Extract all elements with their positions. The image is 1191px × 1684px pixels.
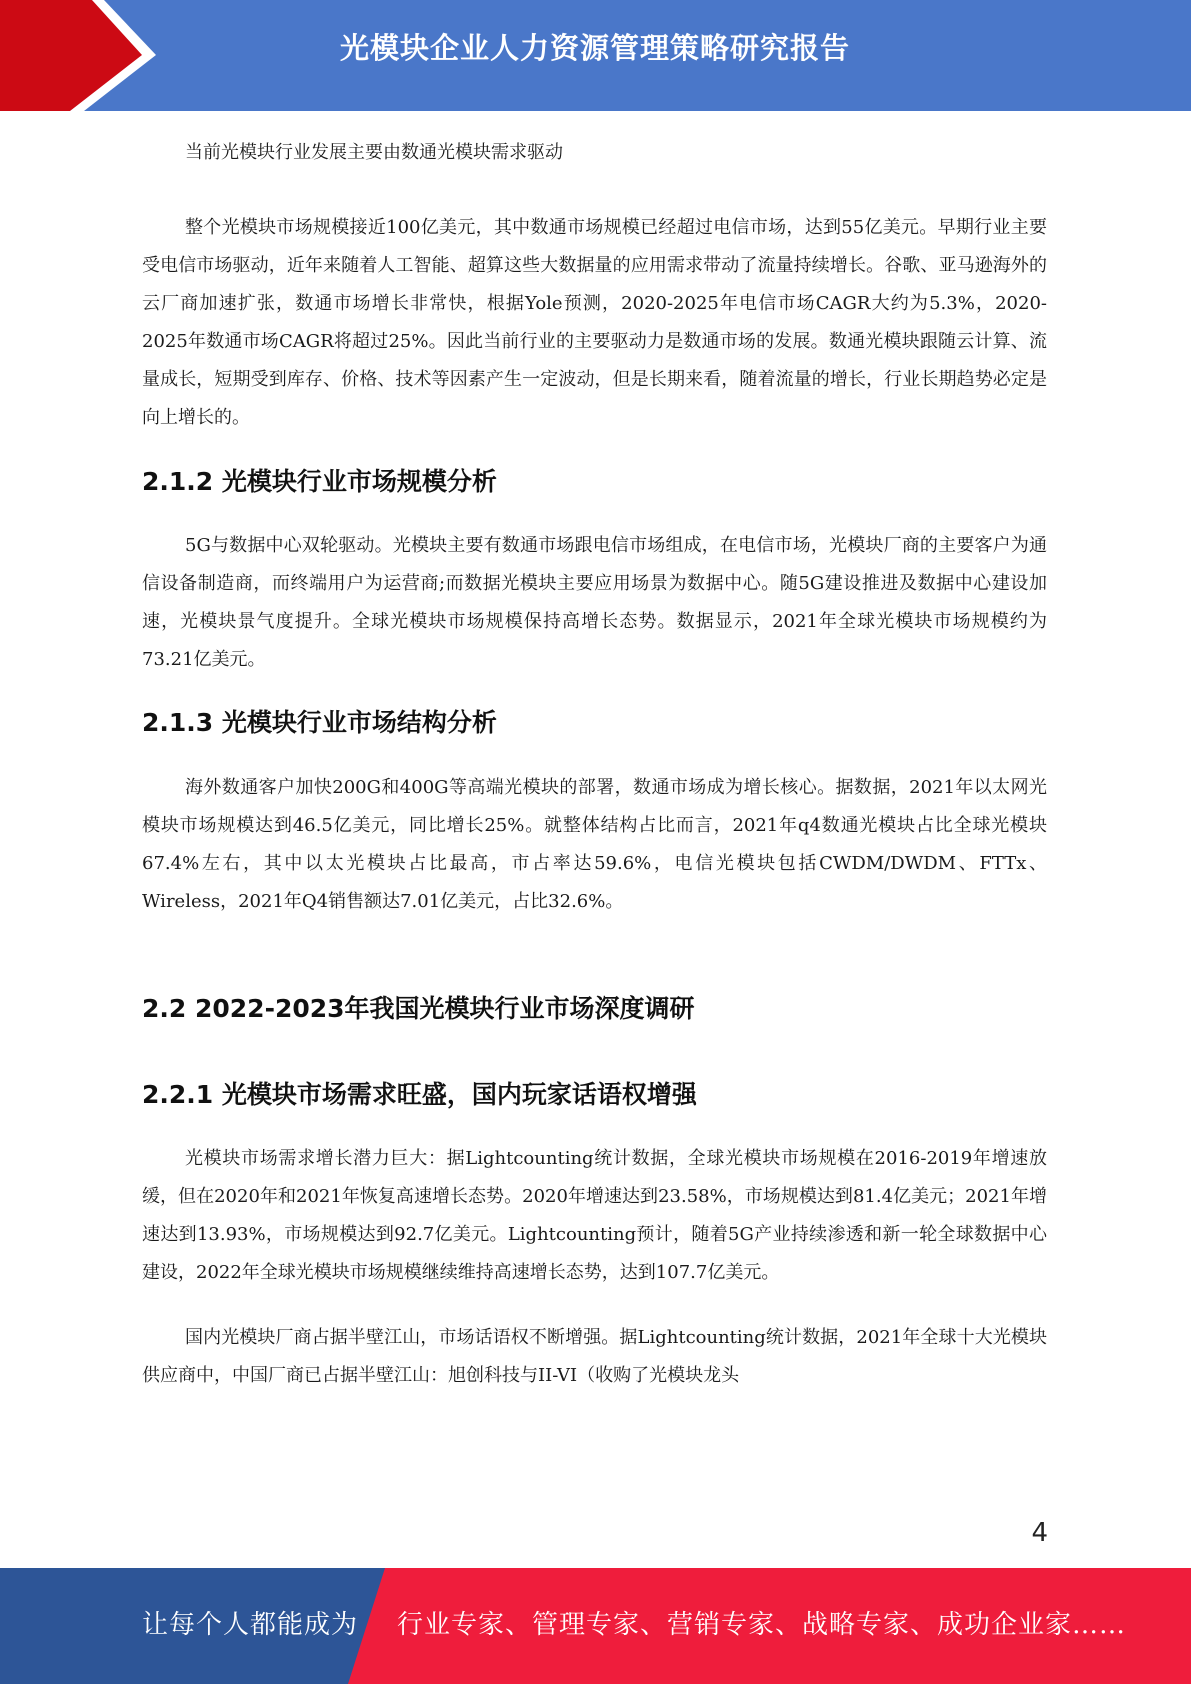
- paragraph-market-structure: 海外数通客户加快200G和400G等高端光模块的部署，数通市场成为增长核心。据数据，2021年以太网光模块市场规模达到46.5亿美元，同比增长25%。就整体结构占比而言，2021年q4数通光模块占比全球光模块67.4%左右，其中以太光模块占比最高，市占率达59.6%，电信光模块包括CWDM/DWDM、FTTx、Wireless，2021年Q4销售额达7.01亿美元，占比32.6%。: [142, 777, 1047, 912]
- section-heading-2-1-3: 2.1.3 光模块行业市场结构分析: [142, 708, 497, 737]
- section-heading-2-2-1: 2.2.1 光模块市场需求旺盛，国内玩家话语权增强: [142, 1080, 697, 1109]
- footer-slogan-right: 行业专家、管理专家、营销专家、战略专家、成功企业家……: [397, 1610, 1127, 1640]
- header-title: 光模块企业人力资源管理策略研究报告: [340, 31, 851, 65]
- footer-slogan-left: 让每个人都能成为: [142, 1610, 359, 1640]
- page-footer: [0, 1568, 1191, 1684]
- header-red-chevron: [0, 0, 150, 111]
- section-heading-2-2: 2.2 2022-2023年我国光模块行业市场深度调研: [142, 994, 695, 1023]
- paragraph-market-drivers: 整个光模块市场规模接近100亿美元，其中数通市场规模已经超过电信市场，达到55亿美元。早期行业主要受电信市场驱动，近年来随着人工智能、超算这些大数据量的应用需求带动了流量持续增长。谷歌、亚马逊海外的云厂商加速扩张，数通市场增长非常快，根据Yole预测，2020-2025年电信市场CAGR大约为5.3%，2020-2025年数通市场CAGR将超过25%。因此当前行业的主要驱动力是数通市场的发展。数通光模块跟随云计算、流量成长，短期受到库存、价格、技术等因素产生一定波动，但是长期来看，随着流量的增长，行业长期趋势必定是向上增长的。: [142, 217, 1047, 428]
- paragraph-domestic-vendors: 国内光模块厂商占据半壁江山，市场话语权不断增强。据Lightcounting统计数据，2021年全球十大光模块供应商中，中国厂商已占据半壁江山：旭创科技与II-VI（收购了光模块龙头: [142, 1327, 1047, 1386]
- paragraph-demand-growth: 光模块市场需求增长潜力巨大：据Lightcounting统计数据，全球光模块市场规模在2016-2019年增速放缓，但在2020年和2021年恢复高速增长态势。2020年增速达到23.58%，市场规模达到81.4亿美元；2021年增速达到13.93%，市场规模达到92.7亿美元。Lightcounting预计，随着5G产业持续渗透和新一轮全球数据中心建设，2022年全球光模块市场规模继续维持高速增长态势，达到107.7亿美元。: [142, 1148, 1047, 1283]
- page-header: [0, 0, 1191, 111]
- paragraph-intro: 当前光模块行业发展主要由数通光模块需求驱动: [185, 142, 563, 163]
- page-number: 4: [1031, 1518, 1048, 1548]
- paragraph-market-size: 5G与数据中心双轮驱动。光模块主要有数通市场跟电信市场组成，在电信市场，光模块厂商的主要客户为通信设备制造商，而终端用户为运营商;而数据光模块主要应用场景为数据中心。随5G建设推进及数据中心建设加速，光模块景气度提升。全球光模块市场规模保持高增长态势。数据显示，2021年全球光模块市场规模约为73.21亿美元。: [142, 535, 1047, 670]
- document-body: [142, 134, 1047, 1395]
- section-heading-2-1-2: 2.1.2 光模块行业市场规模分析: [142, 467, 497, 496]
